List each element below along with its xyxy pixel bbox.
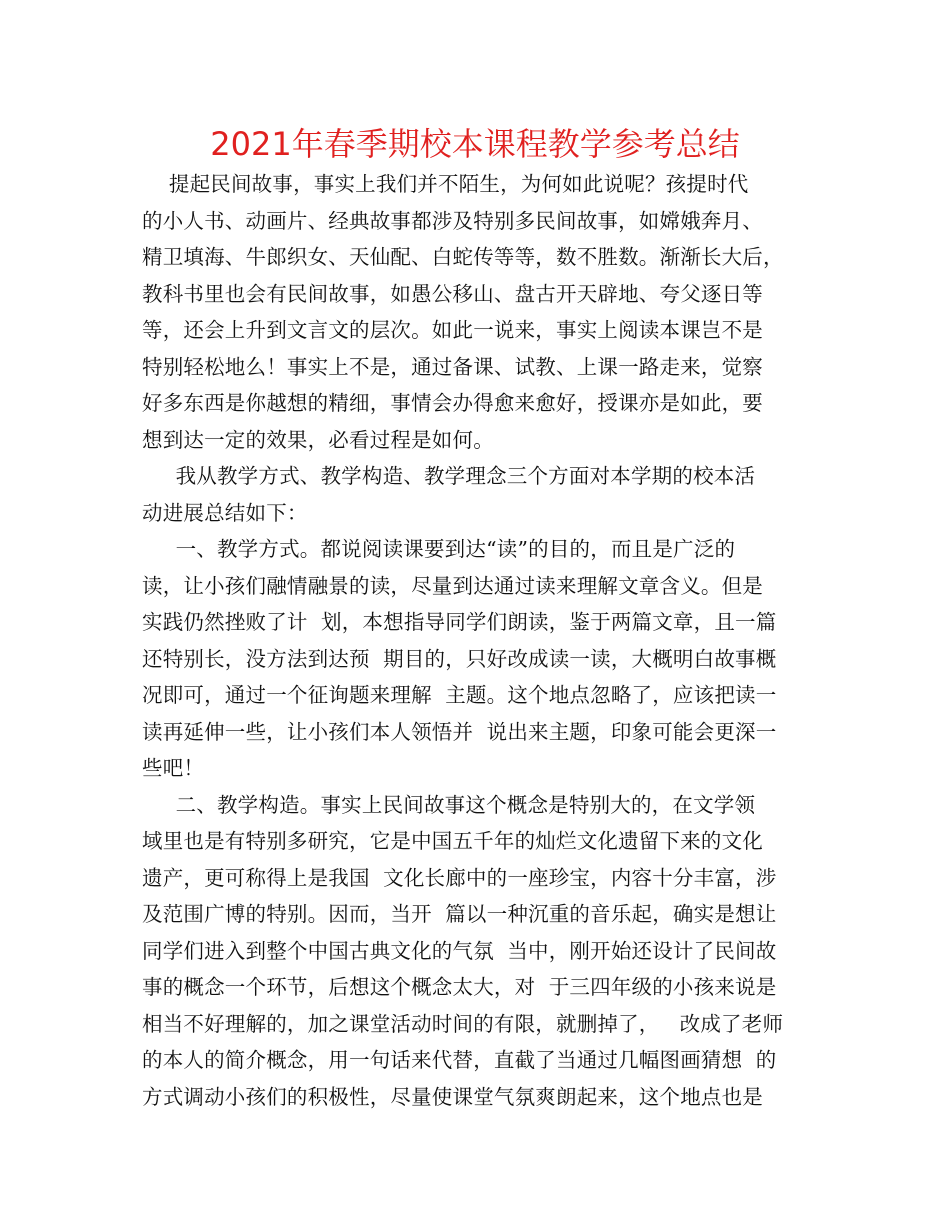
paragraph-overview (142, 458, 822, 531)
text-line: 提起民间故事，事实上我们并不陌生，为何如此说呢？孩提时代 (142, 172, 749, 196)
text-line: 想到达一定的效果，必看过程是如何。 (142, 427, 494, 452)
text-line: 事的概念一个环节，后想这个概念太大，对 于三四年级的小孩来说是 (142, 975, 777, 999)
text-line: 同学们进入到整个中国古典文化的气氛 当中，刚开始还设计了民间故 (142, 938, 777, 963)
document-title: 2021年春季期校本课程教学参考总结 (210, 125, 740, 163)
text-line: 方式调动小孩们的积极性，尽量使课堂气氛爽朗起来，这个地点也是 (142, 1084, 763, 1109)
text-line: 还特别长，没方法到达预 期目的，只好改成读一读，大概明白故事概 (142, 646, 777, 671)
text-line: 动进展总结如下： (142, 500, 308, 525)
document-body (142, 166, 822, 1115)
text-line: 的本人的简介概念，用一句话来代替，直截了当通过几幅图画猜想 的 (142, 1048, 777, 1072)
text-line: 况即可，通过一个征询题来理解 主题。这个地点忽略了，应该把读一 (142, 683, 777, 707)
text-line: 实践仍然挫败了计 划，本想指导同学们朗读，鉴于两篇文章，且一篇 (142, 610, 777, 634)
text-line: 二、教学构造。事实上民间故事这个概念是特别大的，在文学领 (142, 792, 756, 817)
text-line: 一、教学方式。都说阅读课要到达“读”的目的，而且是广泛的 (142, 537, 736, 561)
paragraph-teaching-method (142, 531, 822, 787)
text-line: 遗产，更可称得上是我国 文化长廊中的一座珍宝，内容十分丰富，涉 (142, 865, 777, 890)
text-line: 读，让小孩们融情融景的读，尽量到达通过读来理解文章含义。但是 (142, 573, 763, 598)
text-line: 精卫填海、牛郎织女、天仙配、白蛇传等等，数不胜数。渐渐长大后， (142, 245, 784, 269)
text-line: 特别轻松地么！事实上不是，通过备课、试教、上课一路走来，觉察 (142, 354, 763, 379)
text-line: 些吧！ (142, 756, 205, 780)
text-line: 等，还会上升到文言文的层次。如此一说来，事实上阅读本课岂不是 (142, 318, 763, 342)
text-line: 相当不好理解的，加之课堂活动时间的有限，就删掉了， 改成了老师 (142, 1011, 784, 1036)
paragraph-intro (142, 166, 822, 458)
text-line: 域里也是有特别多研究，它是中国五千年的灿烂文化遗留下来的文化 (142, 829, 763, 853)
text-line: 读再延伸一些，让小孩们本人领悟并 说出来主题，印象可能会更深一 (142, 719, 777, 744)
paragraph-teaching-structure (142, 787, 822, 1116)
text-line: 教科书里也会有民间故事，如愚公移山、盘古开天辟地、夸父逐日等 (142, 281, 763, 306)
text-line: 好多东西是你越想的精细，事情会办得愈来愈好，授课亦是如此，要 (142, 391, 763, 415)
text-line: 的小人书、动画片、经典故事都涉及特别多民间故事，如嫦娥奔月、 (142, 208, 763, 233)
text-line: 及范围广博的特别。因而，当开 篇以一种沉重的音乐起，确实是想让 (142, 902, 777, 926)
text-line: 我从教学方式、教学构造、教学理念三个方面对本学期的校本活 (142, 464, 756, 488)
